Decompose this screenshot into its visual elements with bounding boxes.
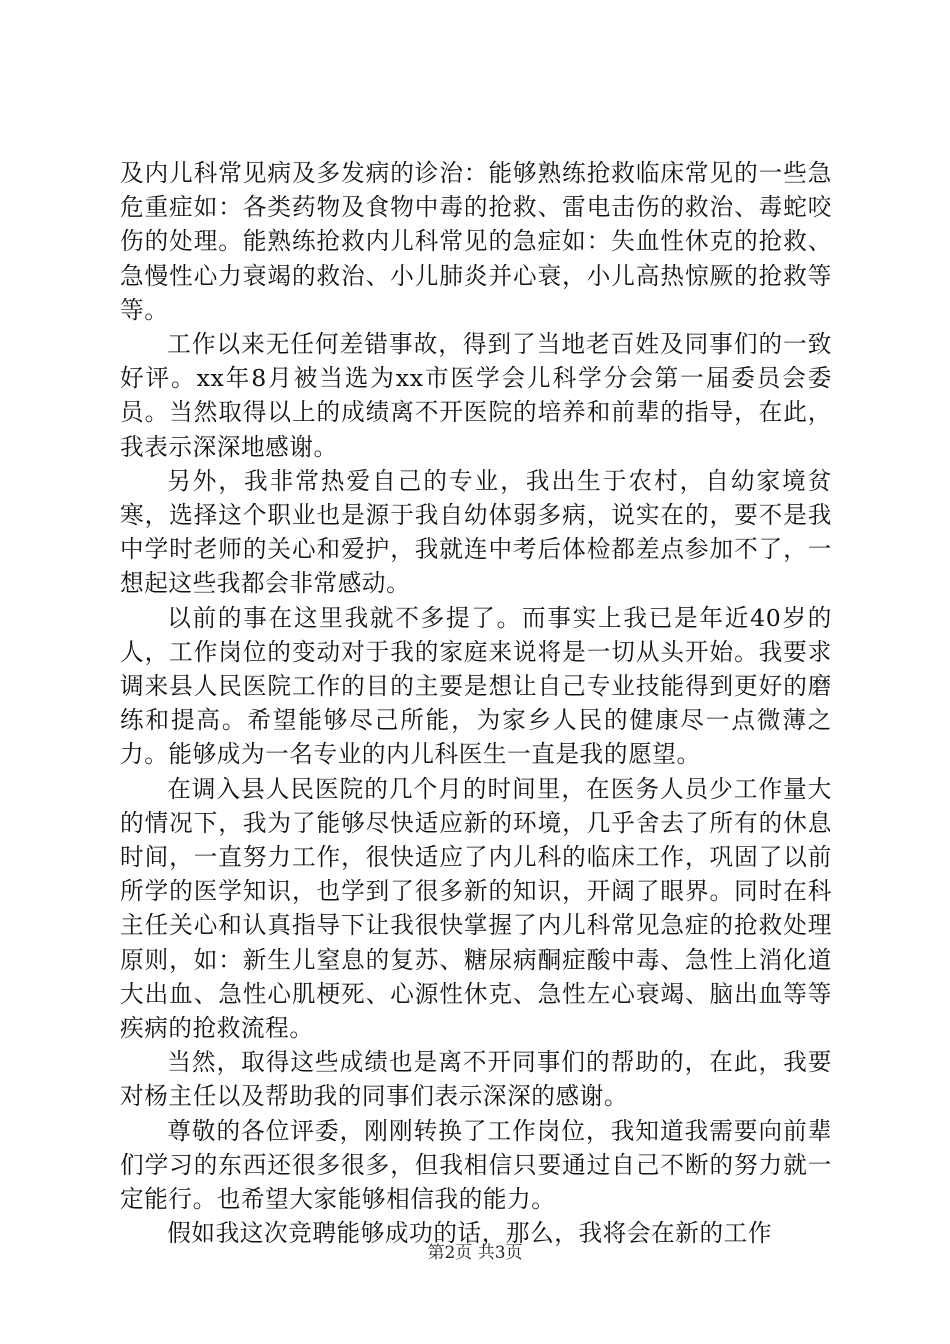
page-number-footer: 第2页 共3页: [427, 1243, 523, 1263]
paragraph: 当然，取得这些成绩也是离不开同事们的帮助的，在此，我要对杨主任以及帮助我的同事们表示深深的感谢。: [120, 1048, 832, 1111]
paragraph: 假如我这次竞聘能够成功的话，那么，我将会在新的工作: [167, 1219, 773, 1248]
paragraph: 在调入县人民医院的几个月的时间里，在医务人员少工作量大的情况下，我为了能够尽快适应新的环境，几乎舍去了所有的休息时间，一直努力工作，很快适应了内儿科的临床工作，巩固了以前所学的医学知识，也学到了很多新的知识，开阔了眼界。同时在科主任关心和认真指导下让我很快掌握了内儿科常见急症的抢救处理原则，如：新生儿窒息的复苏、糖尿病酮症酸中毒、急性上消化道大出血、急性心肌梗死、心源性休克、急性左心衰竭、脑出血等等疾病的抢救流程。: [120, 774, 832, 1043]
paragraph-continued: 及内儿科常见病及多发病的诊治：能够熟练抢救临床常见的一些急危重症如：各类药物及食物中毒的抢救、雷电击伤的救治、毒蛇咬伤的处理。能熟练抢救内儿科常见的急症如：失血性休克的抢救、急慢性心力衰竭的救治、小儿肺炎并心衰，小儿高热惊厥的抢救等等。: [120, 159, 832, 324]
paragraph: 以前的事在这里我就不多提了。而事实上我已是年近40岁的人，工作岗位的变动对于我的家庭来说将是一切从头开始。我要求调来县人民医院工作的目的主要是想让自己专业技能得到更好的磨练和提高。希望能够尽己所能，为家乡人民的健康尽一点微薄之力。能够成为一名专业的内儿科医生一直是我的愿望。: [120, 603, 832, 769]
paragraph: 尊敬的各位评委，刚刚转换了工作岗位，我知道我需要向前辈们学习的东西还很多很多，但我相信只要通过自己不断的努力就一定能行。也希望大家能够相信我的能力。: [120, 1116, 832, 1214]
body-text: [120, 156, 832, 1251]
paragraph: 工作以来无任何差错事故，得到了当地老百姓及同事们的一致好评。xx年8月被当选为xx市医学会儿科学分会第一届委员会委员。当然取得以上的成绩离不开医院的培养和前辈的指导，在此，我表示深深地感谢。: [120, 330, 832, 461]
paragraph: 另外，我非常热爱自己的专业，我出生于农村，自幼家境贫寒，选择这个职业也是源于我自幼体弱多病，说实在的，要不是我中学时老师的关心和爱护，我就连中考后体检都差点参加不了，一想起这些我都会非常感动。: [120, 466, 832, 598]
